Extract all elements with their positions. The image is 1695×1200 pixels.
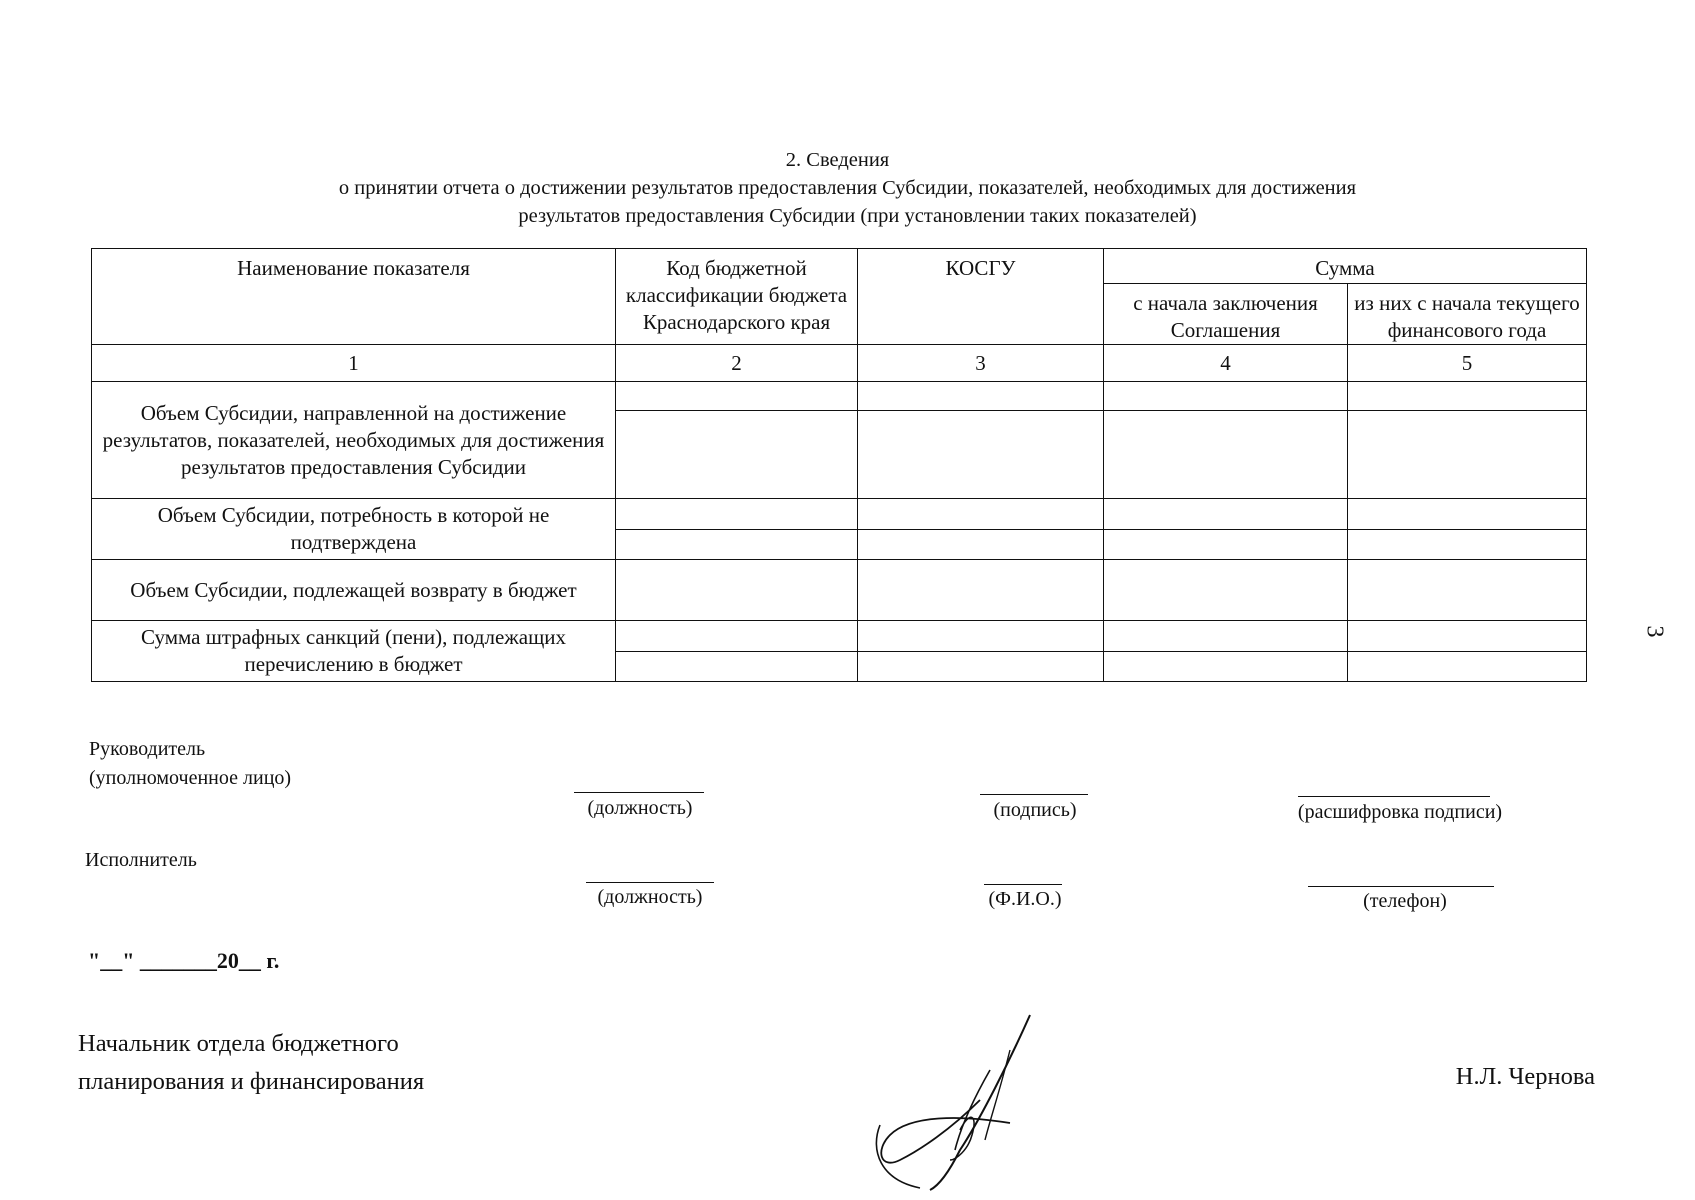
row-label: Сумма штрафных санкций (пени), подлежащих перечислению в бюджет — [92, 621, 616, 682]
table-cell — [1104, 382, 1348, 499]
table-cell — [1348, 621, 1587, 682]
header-current-year: из них с начала текущего финансового года — [1348, 284, 1587, 345]
head-signature-line — [980, 794, 1088, 795]
column-number: 1 — [92, 345, 616, 382]
table-cell — [1104, 560, 1348, 621]
title-subheading: о принятии отчета о достижении результатов предоставления Субсидии, показателей, необходимых для достижения — [338, 177, 1357, 199]
executor-name-caption: (Ф.И.О.) — [988, 888, 1062, 910]
table-cell — [1348, 499, 1587, 560]
column-number: 2 — [616, 345, 858, 382]
table-cell — [1348, 382, 1587, 499]
title-subheading-cont: результатов предоставления Субсидии (при установлении таких показателей) — [518, 205, 1197, 227]
report-table — [91, 248, 1587, 682]
header-kosgu: КОСГУ — [858, 249, 1104, 345]
column-number: 5 — [1348, 345, 1587, 382]
row-label: Объем Субсидии, подлежащей возврату в бюджет — [92, 560, 616, 621]
header-indicator-name: Наименование показателя — [92, 249, 616, 345]
head-decoding-line — [1298, 796, 1490, 797]
head-position-line — [574, 792, 704, 793]
document-title — [0, 146, 1695, 230]
table-cell — [616, 621, 858, 682]
head-position-caption: (должность) — [587, 797, 693, 819]
table-cell — [616, 560, 858, 621]
table-cell — [1104, 499, 1348, 560]
handwritten-signature-icon — [860, 1010, 1060, 1195]
header-since-agreement: с начала заключения Соглашения — [1104, 284, 1348, 345]
header-budget-code: Код бюджетной классификации бюджета Краснодарского края — [616, 249, 858, 345]
chief-title-line: Начальник отдела бюджетного — [78, 1030, 399, 1057]
page-number: 3 — [1641, 625, 1668, 638]
table-cell — [616, 382, 858, 499]
table-cell — [858, 621, 1104, 682]
head-label-sub: (уполномоченное лицо) — [89, 767, 292, 789]
executor-phone-line — [1308, 886, 1494, 887]
head-decoding-caption: (расшифровка подписи) — [1297, 801, 1503, 823]
table-cell — [1104, 621, 1348, 682]
chief-title-line: планирования и финансирования — [78, 1068, 425, 1095]
table-cell — [858, 499, 1104, 560]
column-number: 4 — [1104, 345, 1348, 382]
executor-name-line — [984, 884, 1062, 885]
header-sum: Сумма — [1104, 249, 1587, 284]
title-heading: 2. Сведения — [785, 149, 890, 171]
chief-title — [78, 1025, 424, 1101]
executor-position-line — [586, 882, 714, 883]
chief-name: Н.Л. Чернова — [1455, 1063, 1595, 1090]
column-number: 3 — [858, 345, 1104, 382]
head-label: Руководитель — [89, 738, 206, 760]
executor-phone-caption: (телефон) — [1363, 890, 1447, 912]
table-cell — [858, 560, 1104, 621]
head-signature-caption: (подпись) — [993, 799, 1077, 821]
row-label: Объем Субсидии, потребность в которой не подтверждена — [92, 499, 616, 560]
date-line: "__" _______20__ г. — [88, 948, 280, 973]
row-label: Объем Субсидии, направленной на достижение результатов, показателей, необходимых для достижения результатов предоставления Субсидии — [92, 382, 616, 499]
table-cell — [616, 499, 858, 560]
executor-position-caption: (должность) — [597, 886, 703, 908]
table-cell — [858, 382, 1104, 499]
executor-label: Исполнитель — [85, 849, 197, 871]
table-cell — [1348, 560, 1587, 621]
